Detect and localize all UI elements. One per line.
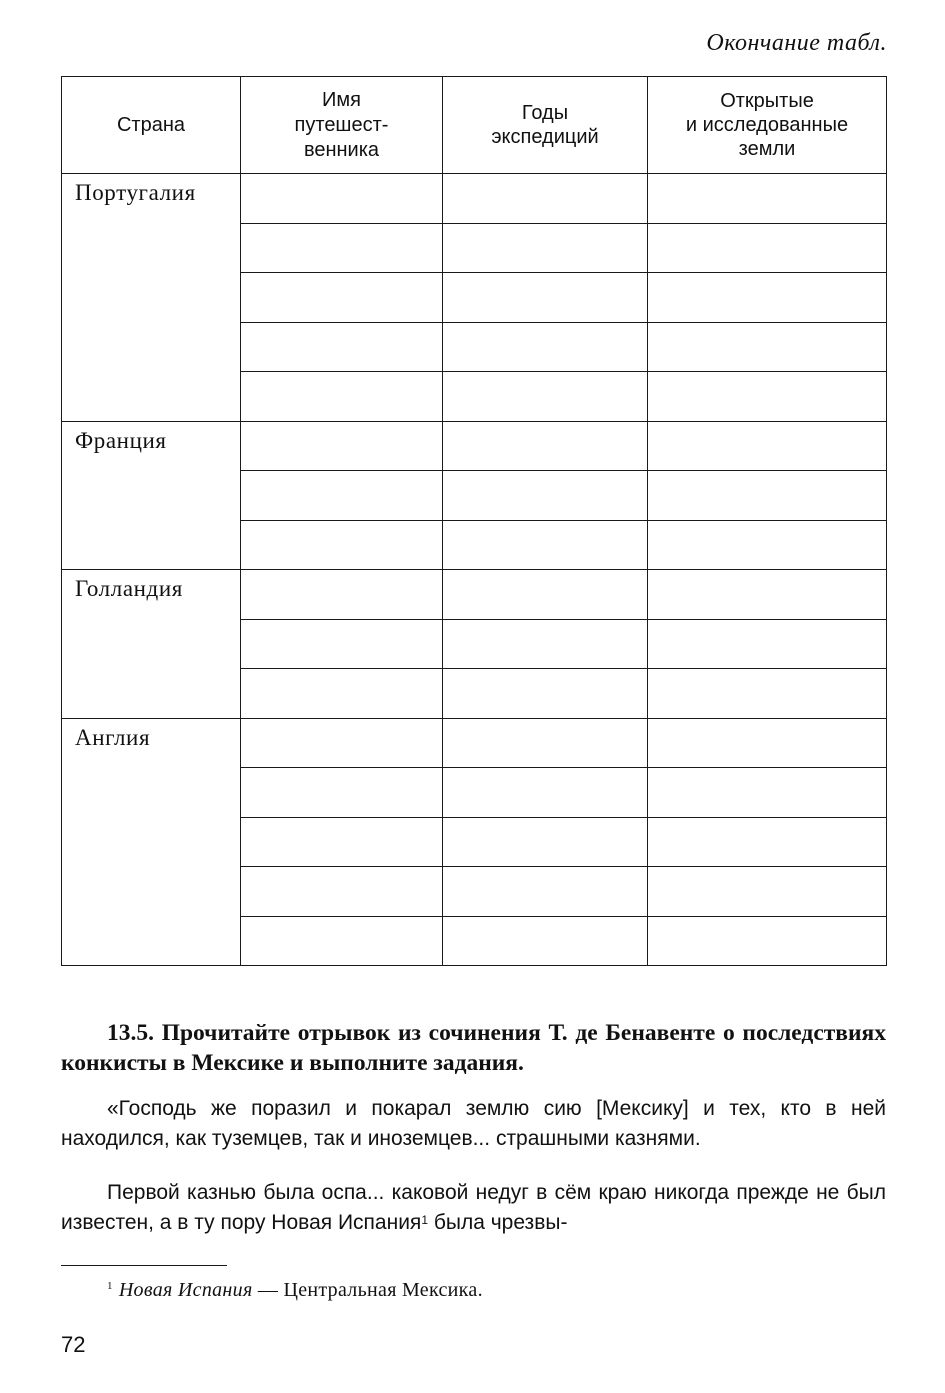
blank-cell[interactable] — [648, 223, 887, 273]
table-row — [62, 718, 887, 768]
table-row — [62, 570, 887, 620]
blank-cell[interactable] — [648, 669, 887, 719]
country-cell-portugal: Португалия — [62, 174, 241, 422]
blank-cell[interactable] — [443, 669, 648, 719]
blank-cell[interactable] — [443, 768, 648, 818]
blank-cell[interactable] — [241, 520, 443, 570]
page-number: 72 — [61, 1332, 86, 1357]
blank-cell[interactable] — [443, 471, 648, 521]
blank-cell[interactable] — [648, 619, 887, 669]
blank-cell[interactable] — [443, 421, 648, 471]
blank-cell[interactable] — [443, 718, 648, 768]
quote-paragraph-1: «Господь же поразил и покарал землю сию [Мексику] и тех, кто в ней находился, как туземцев, так и иноземцев... страшными казнями. — [61, 1097, 886, 1150]
country-cell-holland: Голландия — [62, 570, 241, 719]
blank-cell[interactable] — [241, 570, 443, 620]
task-heading: 13.5. Прочитайте отрывок из сочинения Т. де Бенавенте о последствиях конкисты в Мексике и выполните задания. — [61, 1020, 886, 1076]
table-row — [62, 174, 887, 224]
blank-cell[interactable] — [443, 174, 648, 224]
footnote — [107, 1279, 483, 1302]
blank-cell[interactable] — [648, 372, 887, 422]
blank-cell[interactable] — [241, 322, 443, 372]
blank-cell[interactable] — [648, 718, 887, 768]
country-cell-france: Франция — [62, 421, 241, 570]
blank-cell[interactable] — [241, 817, 443, 867]
blank-cell[interactable] — [443, 520, 648, 570]
footnote-reference: 1 — [421, 1213, 428, 1227]
footnote-mark: 1 — [107, 1280, 113, 1292]
blank-cell[interactable] — [443, 273, 648, 323]
blank-cell[interactable] — [241, 223, 443, 273]
table-row — [62, 421, 887, 471]
blank-cell[interactable] — [443, 372, 648, 422]
blank-cell[interactable] — [443, 817, 648, 867]
blank-cell[interactable] — [241, 916, 443, 966]
country-cell-england: Англия — [62, 718, 241, 966]
blank-cell[interactable] — [241, 718, 443, 768]
quote-paragraph-2-start: Первой казнью была оспа... каковой недуг в сём краю никогда прежде не был известен, а в ту пору Новая Испания — [61, 1181, 886, 1234]
blank-cell[interactable] — [443, 867, 648, 917]
blank-cell[interactable] — [241, 174, 443, 224]
header-years: Годы экспедиций — [443, 77, 648, 174]
blank-cell[interactable] — [648, 471, 887, 521]
blank-cell[interactable] — [443, 570, 648, 620]
blank-cell[interactable] — [648, 570, 887, 620]
footnote-definition: — Центральная Мексика. — [252, 1279, 483, 1301]
header-country: Страна — [62, 77, 241, 174]
blank-cell[interactable] — [648, 916, 887, 966]
footnote-divider — [61, 1265, 227, 1266]
blank-cell[interactable] — [648, 817, 887, 867]
blank-cell[interactable] — [241, 372, 443, 422]
blank-cell[interactable] — [648, 322, 887, 372]
header-traveler: Имя путешест- венника — [241, 77, 443, 174]
blank-cell[interactable] — [443, 223, 648, 273]
blank-cell[interactable] — [648, 867, 887, 917]
blank-cell[interactable] — [648, 174, 887, 224]
blank-cell[interactable] — [241, 273, 443, 323]
blank-cell[interactable] — [241, 768, 443, 818]
header-lands: Открытые и исследованные земли — [648, 77, 887, 174]
blank-cell[interactable] — [648, 421, 887, 471]
footnote-term: Новая Испания — [118, 1279, 253, 1301]
blank-cell[interactable] — [241, 471, 443, 521]
blank-cell[interactable] — [443, 916, 648, 966]
blank-cell[interactable] — [241, 421, 443, 471]
blank-cell[interactable] — [443, 322, 648, 372]
blank-cell[interactable] — [648, 520, 887, 570]
quote-paragraph-2-end: была чрезвы- — [428, 1211, 568, 1234]
quote-paragraph-2 — [61, 1178, 886, 1238]
table-continuation-caption: Окончание табл. — [706, 30, 887, 56]
explorers-table — [61, 76, 887, 966]
blank-cell[interactable] — [648, 768, 887, 818]
blank-cell[interactable] — [241, 867, 443, 917]
blank-cell[interactable] — [241, 619, 443, 669]
blank-cell[interactable] — [241, 669, 443, 719]
blank-cell[interactable] — [648, 273, 887, 323]
table-header-row — [62, 77, 887, 174]
blank-cell[interactable] — [443, 619, 648, 669]
